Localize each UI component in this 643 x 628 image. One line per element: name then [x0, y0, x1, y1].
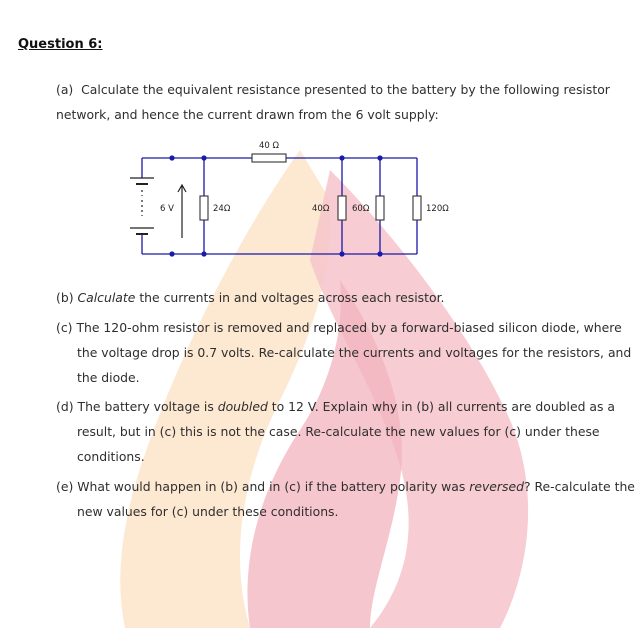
node-top-2 [201, 155, 206, 160]
part-d-text-before: The battery voltage is [77, 399, 214, 414]
node-top-4 [377, 155, 382, 160]
part-c-label: (c) [56, 320, 73, 335]
resistor-40-label: 40Ω [312, 204, 330, 214]
part-d-paragraph [56, 394, 643, 469]
node-bottom-2 [201, 251, 206, 256]
current-arrow-icon [178, 185, 186, 238]
part-e-label: (e) [56, 479, 74, 494]
part-c-paragraph [56, 315, 643, 390]
part-c-text: The 120-ohm resistor is removed and replaced by a forward-biased silicon diode, where the voltage drop is 0.7 volts. Re-calculate the currents and voltages for the resistors, and the diode. [76, 320, 632, 385]
part-b-italic: Calculate [77, 290, 136, 305]
resistor-120-label: 120Ω [426, 204, 449, 214]
part-a-label: (a) [56, 82, 74, 97]
node-top-1 [169, 155, 174, 160]
part-a-paragraph [56, 77, 616, 127]
part-e-text-before: What would happen in (b) and in (c) if the battery polarity was [77, 479, 466, 494]
node-bottom-3 [339, 251, 344, 256]
question-heading: Question 6: [18, 37, 103, 52]
resistor-network-diagram [120, 138, 449, 263]
node-bottom-1 [169, 251, 174, 256]
part-b-label: (b) [56, 290, 74, 305]
part-b-paragraph [56, 285, 616, 310]
node-bottom-4 [377, 251, 382, 256]
top-resistor-label: 40 Ω [258, 141, 280, 151]
part-e-paragraph [56, 474, 643, 524]
resistor-120 [413, 196, 421, 220]
resistor-60 [376, 196, 384, 220]
part-e-italic: reversed [469, 479, 524, 494]
battery-label: 6 V [160, 204, 174, 214]
part-a-text: Calculate the equivalent resistance presented to the battery by the following resistor network, and hence the current drawn from the 6 volt supply: [56, 82, 610, 122]
node-top-3 [339, 155, 344, 160]
battery-symbol [130, 178, 154, 234]
part-e-text-after: ? Re-calculate the new values for (c) under these conditions. [77, 479, 635, 519]
part-d-text-after: to 12 V. Explain why in (b) all currents are doubled as a result, but in (c) this is not the case. Re-calculate the new values for (c) under these conditions. [77, 399, 615, 464]
part-b-text: the currents in and voltages across each resistor. [139, 290, 445, 305]
resistor-24-label: 24Ω [213, 204, 231, 214]
part-d-label: (d) [56, 399, 74, 414]
resistor-60-label: 60Ω [352, 204, 370, 214]
resistor-40 [338, 196, 346, 220]
part-d-italic: doubled [217, 399, 268, 414]
top-resistor [252, 154, 286, 162]
resistor-24 [200, 196, 208, 220]
